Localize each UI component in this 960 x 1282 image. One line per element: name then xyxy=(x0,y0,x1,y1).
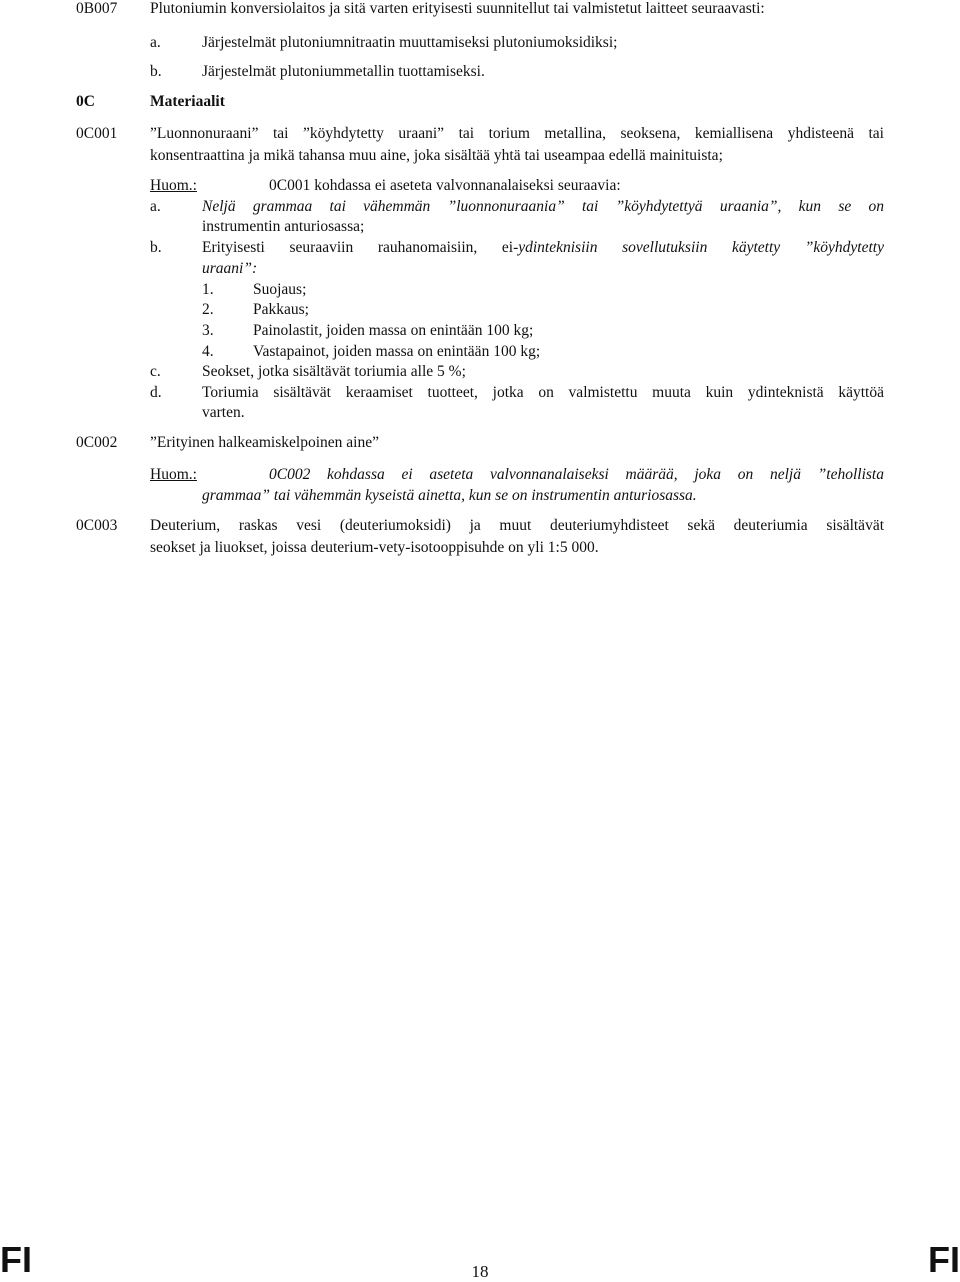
list-letter: c. xyxy=(150,363,161,380)
page-number: 18 xyxy=(471,1262,489,1281)
note-label: Huom.: xyxy=(150,466,197,483)
sub-item-text: Vastapainot, joiden massa on enintään 100 kg; xyxy=(253,343,541,360)
list-item: Seokset, jotka sisältävät toriumia alle 5 %; xyxy=(202,363,466,380)
list-item-line: instrumentin anturiosassa; xyxy=(202,218,365,235)
list-letter: b. xyxy=(150,239,162,256)
item-text-line: ”Luonnonuraani” tai ”köyhdytetty uraani” tai torium metallina, seoksena, kemiallisena yhdisteenä tai xyxy=(150,125,884,142)
item-text: Plutoniumin konversiolaitos ja sitä varten erityisesti suunnitellut tai valmistetut laitteet seuraavasti: xyxy=(150,0,765,17)
list-letter: a. xyxy=(150,198,161,215)
list-item-line: Toriumia sisältävät keraamiset tuotteet, jotka on valmistettu muuta kuin ydinteknistä käyttöä xyxy=(202,384,884,401)
item-text-line: seokset ja liuokset, joissa deuterium-vety-isotooppisuhde on yli 1:5 000. xyxy=(150,539,599,556)
list-item-line xyxy=(202,237,884,259)
sub-item-number: 4. xyxy=(202,343,214,360)
note-label: Huom.: xyxy=(150,177,197,194)
sub-item-number: 1. xyxy=(202,281,214,298)
item-code: 0C003 xyxy=(76,517,118,534)
note-text: 0C001 kohdassa ei aseteta valvonnanalaiseksi seuraavia: xyxy=(269,177,621,194)
sub-item-text: Suojaus; xyxy=(253,281,307,298)
item-text: ”Erityinen halkeamiskelpoinen aine” xyxy=(150,434,379,451)
sub-item-number: 2. xyxy=(202,301,214,318)
footer-language-left: FI xyxy=(0,1239,32,1280)
list-item-line: Neljä grammaa tai vähemmän ”luonnonuraania” tai ”köyhdytettyä uraania”, kun se on xyxy=(202,198,884,215)
list-item-line: uraani”: xyxy=(202,260,258,277)
item-code: 0B007 xyxy=(76,0,118,17)
sub-item-text: Painolastit, joiden massa on enintään 100 kg; xyxy=(253,322,534,339)
item-text-line: konsentraattina ja mikä tahansa muu aine, joka sisältää yhtä tai useampaa edellä mainituista; xyxy=(150,147,723,164)
list-item: Järjestelmät plutoniummetallin tuottamiseksi. xyxy=(202,63,485,80)
list-letter: a. xyxy=(150,34,161,51)
section-code: 0C xyxy=(76,93,95,110)
note-text-line: 0C002 kohdassa ei aseteta valvonnanalaiseksi määrää, joka on neljä ”tehollista xyxy=(269,466,884,483)
item-code: 0C001 xyxy=(76,125,118,142)
item-code: 0C002 xyxy=(76,434,118,451)
sub-item-number: 3. xyxy=(202,322,214,339)
list-letter: b. xyxy=(150,63,162,80)
note-text-line: grammaa” tai vähemmän kyseistä ainetta, kun se on instrumentin anturiosassa. xyxy=(202,487,697,504)
sub-item-text: Pakkaus; xyxy=(253,301,309,318)
list-letter: d. xyxy=(150,384,162,401)
footer-language-right: FI xyxy=(928,1239,960,1280)
list-item-line: varten. xyxy=(202,404,245,421)
item-text-line: Deuterium, raskas vesi (deuteriumoksidi) ja muut deuteriumyhdisteet sekä deuteriumia sisältävät xyxy=(150,517,884,534)
list-item-plain-part: Erityisesti seuraaviin rauhanomaisiin, ei- xyxy=(202,239,519,256)
section-title: Materiaalit xyxy=(150,93,225,110)
list-item: Järjestelmät plutoniumnitraatin muuttamiseksi plutoniumoksidiksi; xyxy=(202,34,618,51)
list-item-italic-part: ydinteknisiin sovellutuksiin käytetty ”köyhdytetty xyxy=(518,239,884,256)
